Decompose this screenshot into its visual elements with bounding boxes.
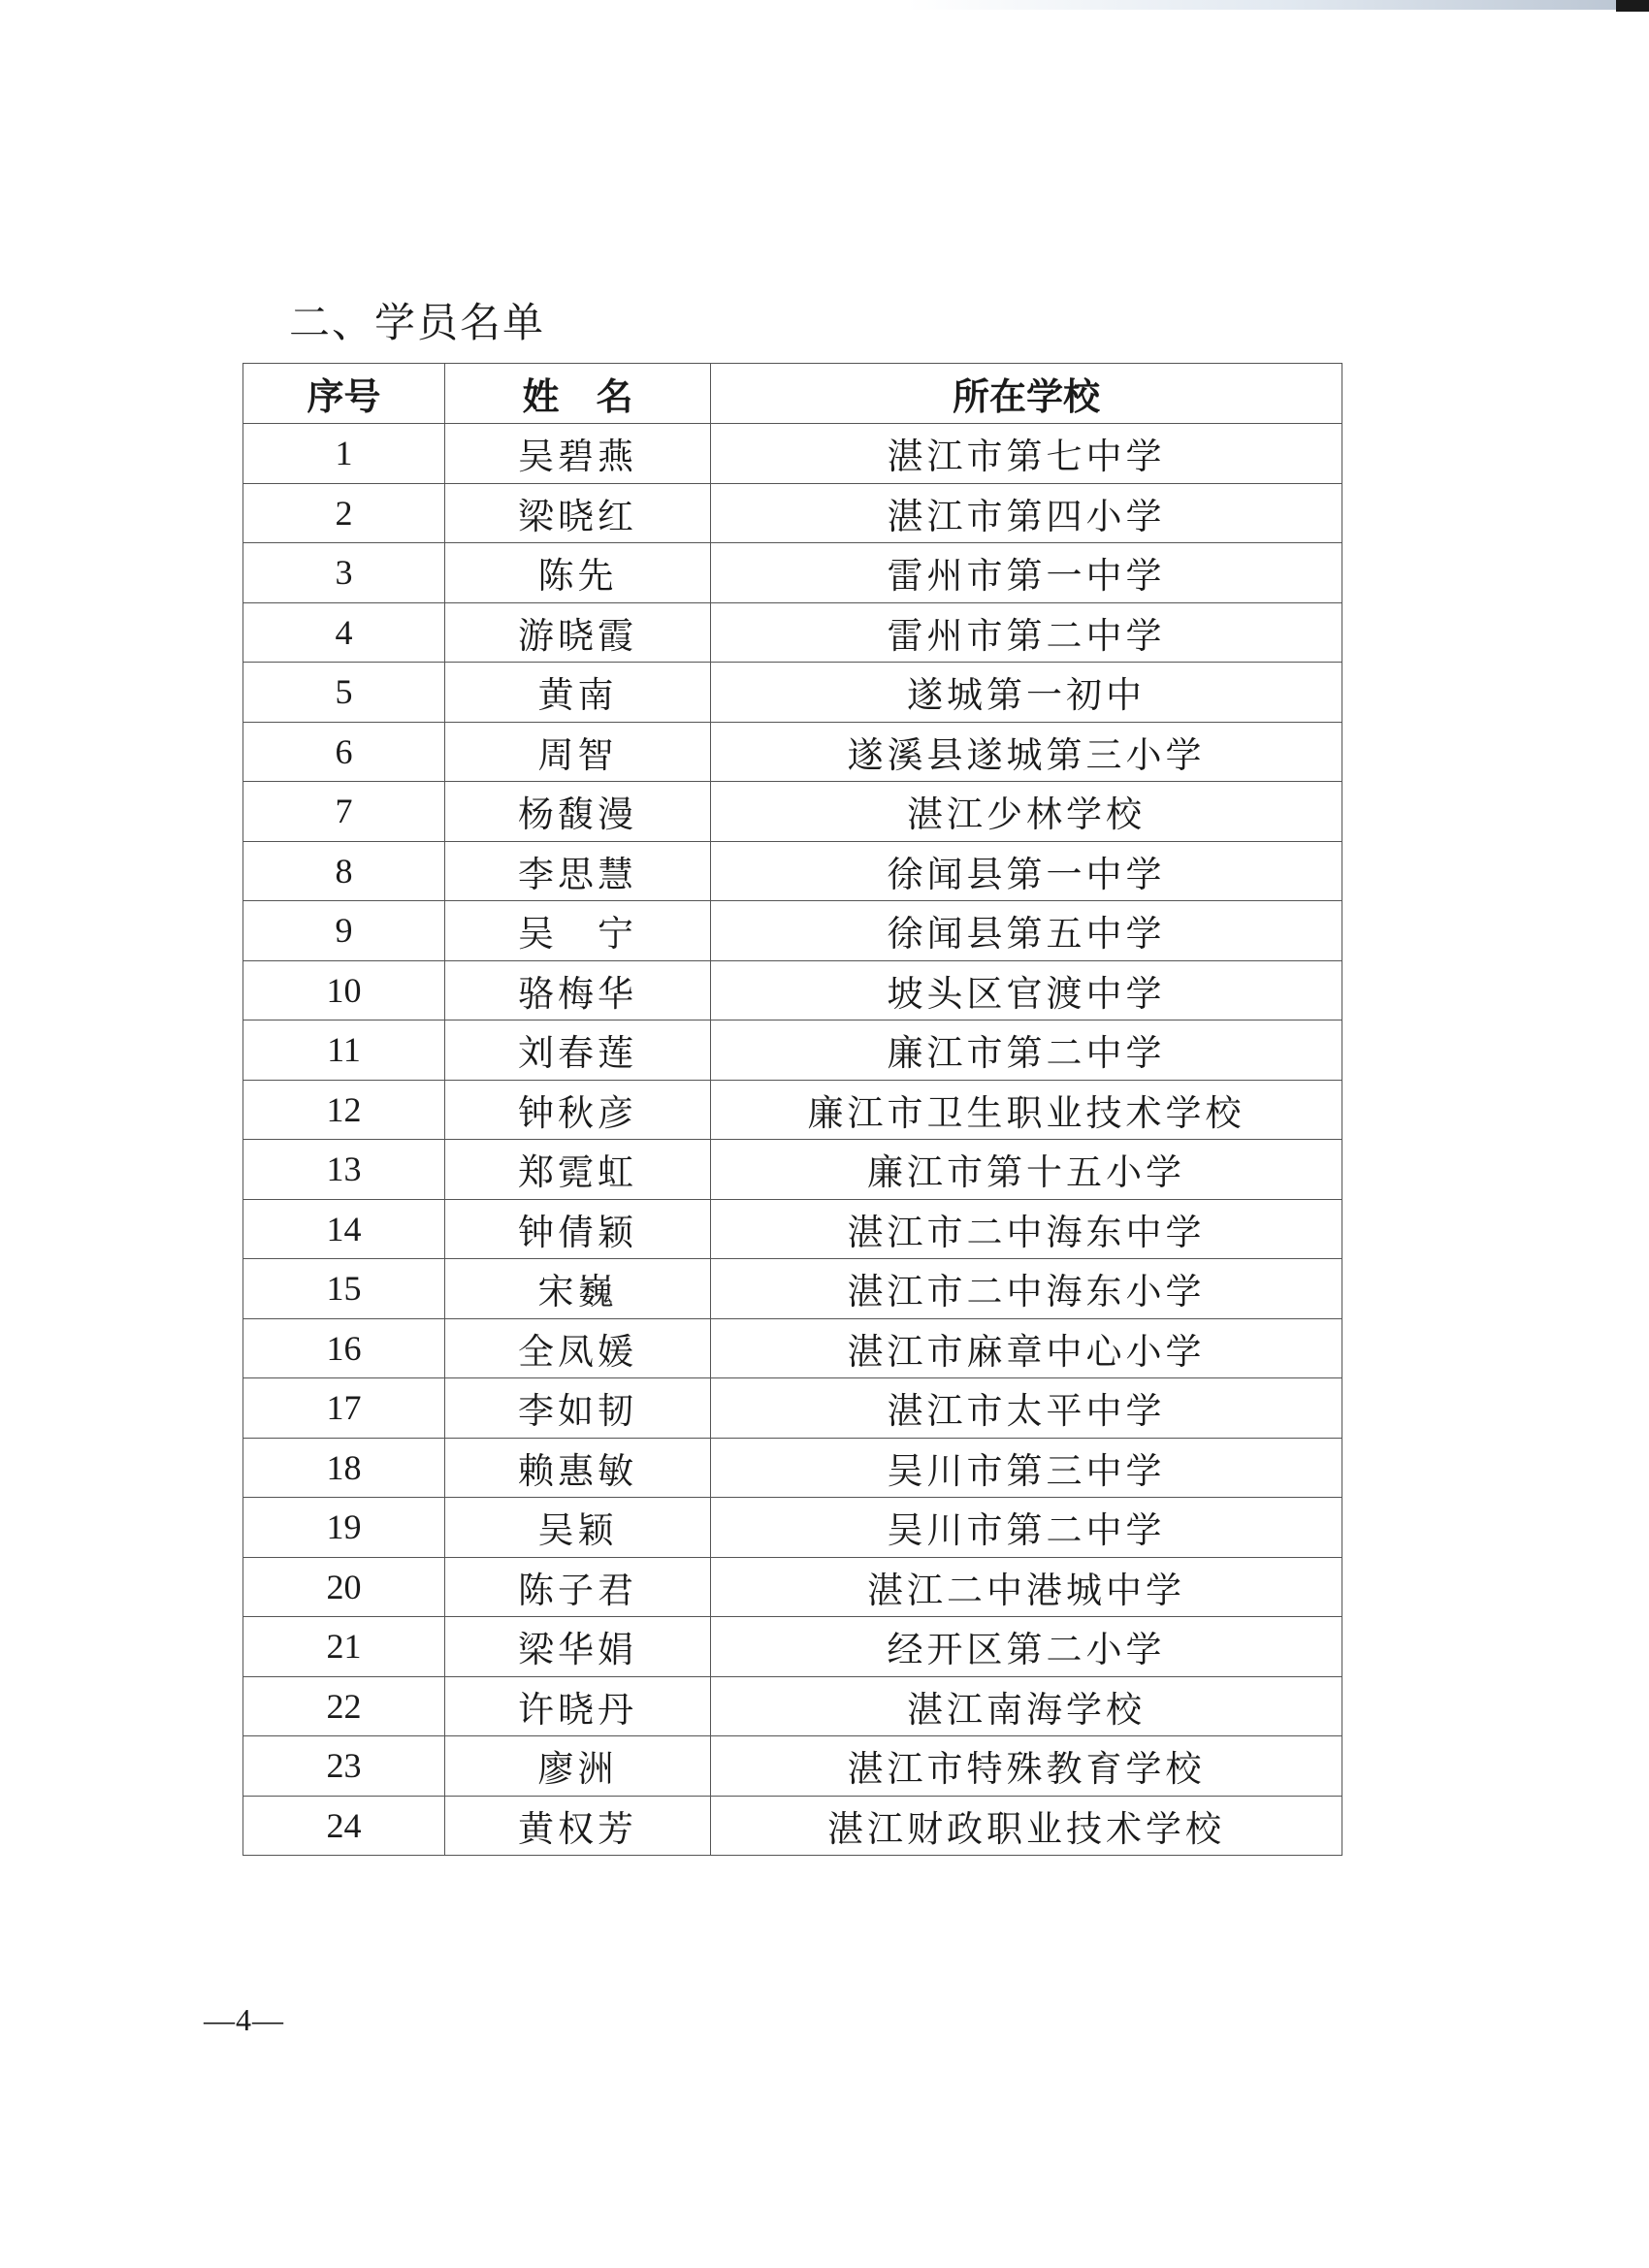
table-row [243,782,1342,842]
row-school: 吴川市第二中学 [711,1498,1342,1558]
row-school: 湛江二中港城中学 [711,1557,1342,1617]
row-student-name: 李思慧 [445,841,711,901]
row-index: 8 [243,841,445,901]
scan-edge [0,0,1649,10]
row-student-name: 钟倩颖 [445,1199,711,1259]
row-index: 14 [243,1199,445,1259]
row-student-name: 全凤媛 [445,1318,711,1378]
row-student-name: 陈子君 [445,1557,711,1617]
section-title: 二、学员名单 [289,299,546,346]
row-school: 徐闻县第一中学 [711,841,1342,901]
table-row [243,663,1342,723]
row-student-name: 梁晓红 [445,483,711,543]
row-school: 徐闻县第五中学 [711,901,1342,961]
row-index: 23 [243,1736,445,1797]
row-index: 21 [243,1617,445,1677]
row-school: 湛江财政职业技术学校 [711,1796,1342,1856]
row-index: 13 [243,1140,445,1200]
row-student-name: 陈先 [445,543,711,603]
row-school: 经开区第二小学 [711,1617,1342,1677]
row-index: 24 [243,1796,445,1856]
row-index: 11 [243,1021,445,1081]
row-student-name: 吴 宁 [445,901,711,961]
row-school: 廉江市卫生职业技术学校 [711,1080,1342,1140]
row-student-name: 游晓霞 [445,602,711,663]
scan-corner-mark [1616,0,1649,12]
row-index: 22 [243,1676,445,1736]
row-student-name: 骆梅华 [445,960,711,1021]
row-student-name: 赖惠敏 [445,1438,711,1498]
table-row [243,424,1342,484]
row-student-name: 钟秋彦 [445,1080,711,1140]
header-school: 所在学校 [711,364,1342,424]
row-student-name: 刘春莲 [445,1021,711,1081]
table-row [243,543,1342,603]
row-student-name: 吴颖 [445,1498,711,1558]
row-student-name: 吴碧燕 [445,424,711,484]
table-body [243,424,1342,1856]
table-row [243,1318,1342,1378]
table-header-row [243,364,1342,424]
table-row [243,1557,1342,1617]
row-school: 廉江市第十五小学 [711,1140,1342,1200]
row-index: 10 [243,960,445,1021]
row-school: 湛江市二中海东小学 [711,1259,1342,1319]
row-index: 4 [243,602,445,663]
table-row [243,1498,1342,1558]
table-row [243,1736,1342,1797]
table-row [243,483,1342,543]
table-row [243,1796,1342,1856]
table-row [243,1438,1342,1498]
row-student-name: 黄权芳 [445,1796,711,1856]
row-student-name: 宋巍 [445,1259,711,1319]
row-school: 雷州市第一中学 [711,543,1342,603]
row-school: 湛江市特殊教育学校 [711,1736,1342,1797]
table-row [243,1617,1342,1677]
row-school: 雷州市第二中学 [711,602,1342,663]
row-school: 湛江市第四小学 [711,483,1342,543]
row-school: 坡头区官渡中学 [711,960,1342,1021]
row-school: 湛江市太平中学 [711,1378,1342,1439]
table-row [243,960,1342,1021]
row-school: 廉江市第二中学 [711,1021,1342,1081]
row-student-name: 杨馥漫 [445,782,711,842]
row-index: 3 [243,543,445,603]
table-row [243,1676,1342,1736]
row-student-name: 李如韧 [445,1378,711,1439]
row-index: 9 [243,901,445,961]
row-student-name: 梁华娟 [445,1617,711,1677]
table-row [243,1199,1342,1259]
row-index: 17 [243,1378,445,1439]
table-row [243,1140,1342,1200]
row-student-name: 郑霓虹 [445,1140,711,1200]
row-index: 16 [243,1318,445,1378]
row-index: 19 [243,1498,445,1558]
row-index: 12 [243,1080,445,1140]
table-row [243,901,1342,961]
row-student-name: 黄南 [445,663,711,723]
table-row [243,1021,1342,1081]
table-row [243,602,1342,663]
row-index: 1 [243,424,445,484]
row-school: 吴川市第三中学 [711,1438,1342,1498]
table-row [243,1259,1342,1319]
row-student-name: 廖洲 [445,1736,711,1797]
table-row [243,1080,1342,1140]
header-name: 姓 名 [445,364,711,424]
row-school: 湛江南海学校 [711,1676,1342,1736]
row-school: 湛江市二中海东中学 [711,1199,1342,1259]
page-number: —4— [204,2002,284,2037]
table-row [243,841,1342,901]
row-student-name: 周智 [445,722,711,782]
row-school: 湛江市麻章中心小学 [711,1318,1342,1378]
row-index: 7 [243,782,445,842]
row-index: 20 [243,1557,445,1617]
row-student-name: 许晓丹 [445,1676,711,1736]
row-index: 6 [243,722,445,782]
row-index: 18 [243,1438,445,1498]
row-index: 15 [243,1259,445,1319]
row-school: 遂溪县遂城第三小学 [711,722,1342,782]
row-index: 5 [243,663,445,723]
row-school: 湛江市第七中学 [711,424,1342,484]
row-school: 湛江少林学校 [711,782,1342,842]
student-roster-table [242,363,1342,1856]
table-row [243,1378,1342,1439]
header-index: 序号 [243,364,445,424]
table-row [243,722,1342,782]
row-school: 遂城第一初中 [711,663,1342,723]
row-index: 2 [243,483,445,543]
